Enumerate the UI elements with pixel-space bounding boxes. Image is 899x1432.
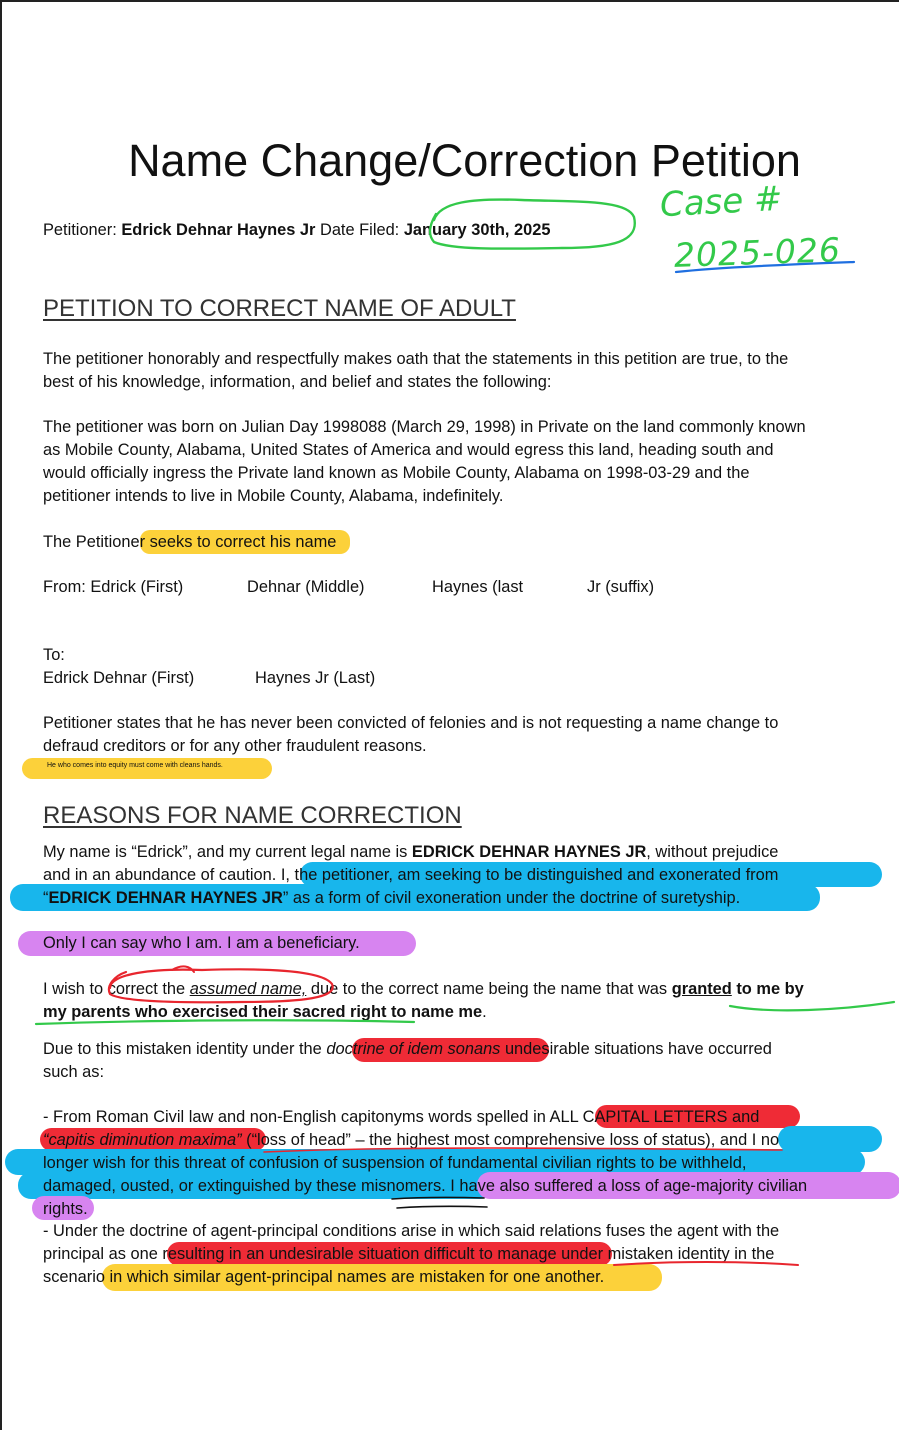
reason-paragraph-3 bbox=[43, 978, 891, 1024]
date-label: Date Filed: bbox=[319, 221, 400, 239]
bullet-line: - Under the doctrine of agent-principal conditions arise in which said relations fuses the agent with the bbox=[43, 1222, 780, 1240]
birth-line: as Mobile County, Alabama, United States of America and would egress this land, heading south and bbox=[43, 441, 774, 459]
reason-line: and in an abundance of caution. I, the petitioner, am seeking to be distinguished and exonerated from bbox=[43, 866, 779, 884]
handwritten-case-label: Case # bbox=[659, 178, 784, 226]
bullet-2 bbox=[43, 1220, 891, 1289]
from-last: Haynes (last bbox=[432, 578, 524, 596]
statement-line: defraud creditors or for any other fraudulent reasons. bbox=[43, 737, 427, 755]
birth-line: The petitioner was born on Julian Day 1998088 (March 29, 1998) in Private on the land commonly known bbox=[43, 418, 806, 436]
equity-note: He who comes into equity must come with cleans hands. bbox=[47, 762, 223, 769]
bullet-line: - From Roman Civil law and non-English capitonyms words spelled in ALL CAPITAL LETTERS and bbox=[43, 1108, 760, 1126]
petitioner-name: Edrick Dehnar Haynes Jr bbox=[121, 221, 316, 239]
bullet-line: scenario in which similar agent-principal names are mistaken for one another. bbox=[43, 1268, 605, 1286]
bullet-line: rights. bbox=[43, 1200, 88, 1218]
reason-line: “EDRICK DEHNAR HAYNES JR” as a form of civil exoneration under the doctrine of suretyship. bbox=[43, 889, 741, 907]
from-first: From: Edrick (First) bbox=[43, 578, 184, 596]
reason-line: such as: bbox=[43, 1063, 105, 1081]
from-middle: Dehnar (Middle) bbox=[247, 578, 365, 596]
petitioner-label: Petitioner: bbox=[43, 221, 117, 239]
felony-statement bbox=[43, 712, 891, 758]
seeks-highlight: r seeks to correct his name bbox=[140, 530, 351, 554]
to-last: Haynes Jr (Last) bbox=[255, 669, 376, 687]
birth-line: petitioner intends to live in Mobile County, Alabama, indefinitely. bbox=[43, 487, 504, 505]
birth-line: would officially ingress the Private land known as Mobile County, Alabama on 1998-03-29 and the bbox=[43, 464, 750, 482]
handwritten-case-number: 2025-026 bbox=[673, 230, 842, 275]
seeks-line bbox=[43, 531, 350, 554]
section-heading-reasons: REASONS FOR NAME CORRECTION bbox=[43, 802, 462, 829]
petitioner-line bbox=[43, 219, 551, 242]
document-title: Name Change/Correction Petition bbox=[128, 135, 801, 186]
to-first: Edrick Dehnar (First) bbox=[43, 669, 195, 687]
bullet-line: longer wish for this threat of confusion of suspension of fundamental civilian rights to be withheld, bbox=[43, 1154, 747, 1172]
from-suffix: Jr (suffix) bbox=[587, 578, 655, 596]
birth-paragraph bbox=[43, 416, 891, 508]
reason-line: My name is “Edrick”, and my current legal name is EDRICK DEHNAR HAYNES JR, without prejudice bbox=[43, 843, 779, 861]
reason-line: I wish to correct the assumed name, due to the correct name being the name that was granted to me by bbox=[43, 980, 804, 998]
oath-line: best of his knowledge, information, and belief and states the following: bbox=[43, 373, 552, 391]
to-label: To: bbox=[43, 646, 65, 664]
beneficiary-statement: Only I can say who I am. I am a beneficiary. bbox=[43, 934, 360, 952]
reason-line: my parents who exercised their sacred right to name me. bbox=[43, 1003, 487, 1021]
section-heading-petition: PETITION TO CORRECT NAME OF ADULT bbox=[43, 295, 516, 322]
bullet-line: damaged, ousted, or extinguished by these misnomers. I have also suffered a loss of age-majority civilian bbox=[43, 1177, 808, 1195]
reason-line: Due to this mistaken identity under the doctrine of idem sonans undesirable situations have occurred bbox=[43, 1040, 772, 1058]
bullet-line: principal as one resulting in an undesirable situation difficult to manage under mistaken identity in the bbox=[43, 1245, 775, 1263]
oath-paragraph bbox=[43, 348, 891, 394]
seeks-text: The Petitione bbox=[43, 533, 140, 551]
assumed-name-tick bbox=[172, 966, 194, 972]
reason-paragraph-1 bbox=[43, 841, 891, 910]
bullet-line: “capitis diminution maxima” (“loss of head” – the highest most comprehensive loss of status), and I no bbox=[43, 1131, 780, 1149]
bullet-1 bbox=[43, 1106, 891, 1221]
statement-line: Petitioner states that he has never been convicted of felonies and is not requesting a name change to bbox=[43, 714, 779, 732]
oath-line: The petitioner honorably and respectfully makes oath that the statements in this petition are true, to the bbox=[43, 350, 789, 368]
date-filed-value: January 30th, 2025 bbox=[403, 221, 551, 239]
reason-paragraph-4 bbox=[43, 1038, 891, 1084]
